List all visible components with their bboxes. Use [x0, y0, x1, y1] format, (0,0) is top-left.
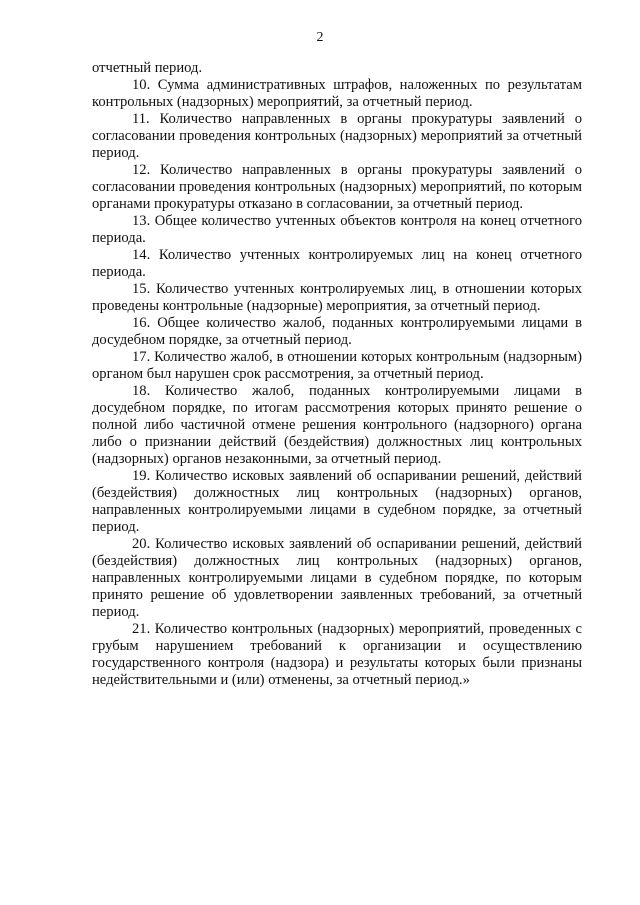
- paragraph-item-20: 20. Количество исковых заявлений об оспаривании решений, действий (бездействия) должностных лиц контрольных (надзорных) органов, направленных контролируемыми лицами в судебном порядке, по которым принято решение об удовлетворении заявленных требований, за отчетный период.: [92, 536, 582, 620]
- document-body: [92, 60, 582, 689]
- paragraph-item-11: 11. Количество направленных в органы прокуратуры заявлений о согласовании проведения контрольных (надзорных) мероприятий за отчетный период.: [92, 111, 582, 161]
- paragraph-item-10: 10. Сумма административных штрафов, наложенных по результатам контрольных (надзорных) мероприятий, за отчетный период.: [92, 77, 582, 110]
- paragraph-item-18: 18. Количество жалоб, поданных контролируемыми лицами в досудебном порядке, по итогам рассмотрения которых принято решение о полной либо частичной отмене решения контрольного (надзорного) органа либо о признании действий (бездействия) должностных лиц контрольных (надзорных) органов незаконными, за отчетный период.: [92, 383, 582, 467]
- paragraph-continuation: отчетный период.: [92, 60, 203, 76]
- paragraph-item-14: 14. Количество учтенных контролируемых лиц на конец отчетного периода.: [92, 247, 582, 280]
- page-number: 2: [316, 30, 324, 45]
- paragraph-item-16: 16. Общее количество жалоб, поданных контролируемыми лицами в досудебном порядке, за отчетный период.: [92, 315, 582, 348]
- paragraph-item-19: 19. Количество исковых заявлений об оспаривании решений, действий (бездействия) должностных лиц контрольных (надзорных) органов, направленных контролируемыми лицами в судебном порядке, за отчетный период.: [92, 468, 582, 535]
- paragraph-item-17: 17. Количество жалоб, в отношении которых контрольным (надзорным) органом был нарушен срок рассмотрения, за отчетный период.: [92, 349, 582, 382]
- paragraph-item-21: 21. Количество контрольных (надзорных) мероприятий, проведенных с грубым нарушением требований к организации и осуществлению государственного контроля (надзора) и результаты которых были признаны недействительными и (или) отменены, за отчетный период.»: [92, 621, 582, 688]
- paragraph-item-12: 12. Количество направленных в органы прокуратуры заявлений о согласовании проведения контрольных (надзорных) мероприятий, по которым органами прокуратуры отказано в согласовании, за отчетный период.: [92, 162, 582, 212]
- paragraph-item-13: 13. Общее количество учтенных объектов контроля на конец отчетного периода.: [92, 213, 582, 246]
- paragraph-item-15: 15. Количество учтенных контролируемых лиц, в отношении которых проведены контрольные (надзорные) мероприятия, за отчетный период.: [92, 281, 582, 314]
